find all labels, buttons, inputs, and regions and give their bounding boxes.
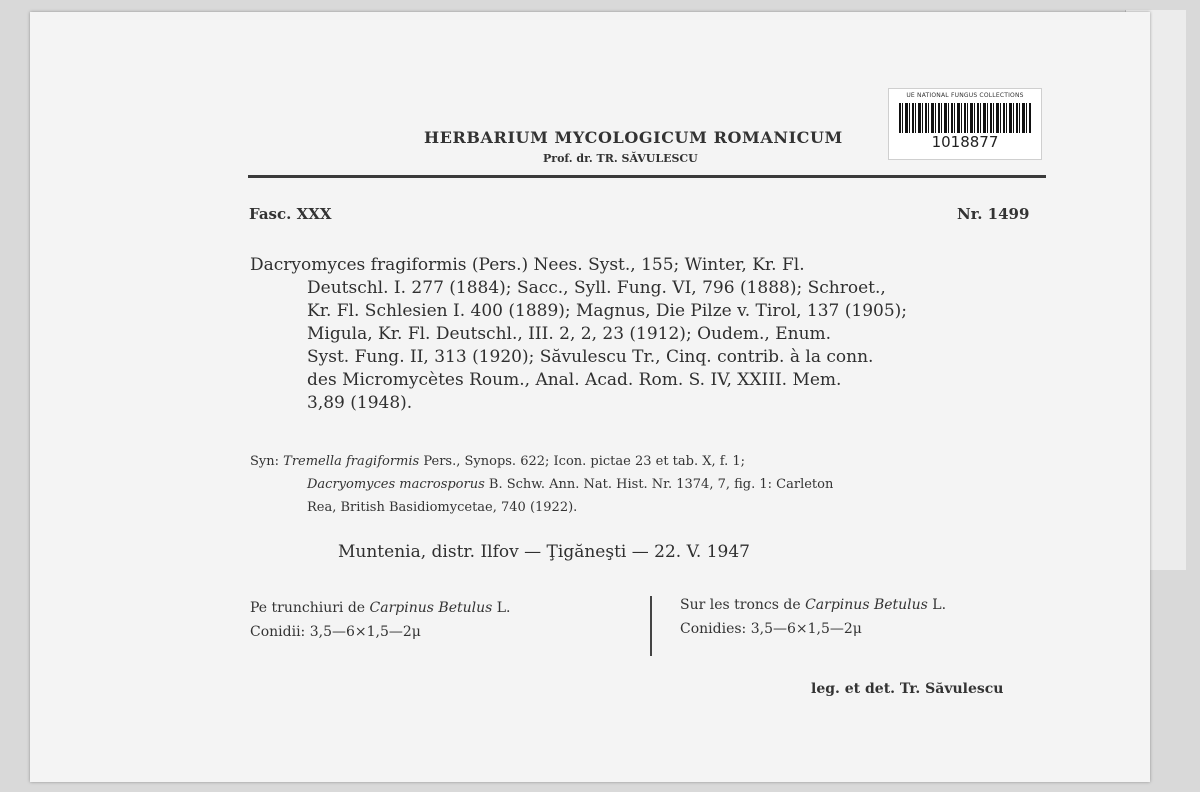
herbarium-title: HERBARIUM MYCOLOGICUM ROMANICUM: [424, 128, 843, 147]
synonyms-block: [250, 450, 1050, 519]
host-line: [250, 596, 511, 620]
host-species: Carpinus Betulus: [369, 600, 493, 616]
host-prefix: Sur les troncs de: [680, 597, 806, 613]
fascicle-label: Fasc. XXX: [249, 205, 332, 223]
main-citation: [250, 254, 1042, 415]
barcode-bars: [899, 103, 1031, 133]
synonym-line: Rea, British Basidiomycetae, 740 (1922).: [307, 500, 578, 515]
host-romanian: [250, 596, 511, 644]
synonym-reference: Pers., Synops. 622; Icon. pictae 23 et tab. X, f. 1;: [419, 454, 746, 469]
host-line: [680, 593, 946, 617]
locality-line: Muntenia, distr. Ilfov — Ţigăneşti — 22. V. 1947: [338, 542, 750, 562]
herbarium-subtitle: Prof. dr. TR. SĂVULESCU: [543, 152, 698, 165]
citation-line: Kr. Fl. Schlesien I. 400 (1889); Magnus, Die Pilze v. Tirol, 137 (1905);: [307, 301, 908, 321]
citation-line: 3,89 (1948).: [307, 393, 413, 413]
citation-line: Dacryomyces fragiformis (Pers.) Nees. Syst., 155; Winter, Kr. Fl.: [250, 255, 805, 275]
collector-line: leg. et det. Tr. Săvulescu: [811, 681, 1004, 697]
host-suffix: L.: [492, 600, 511, 616]
column-divider: [650, 596, 652, 656]
synonym-line: [250, 473, 1050, 496]
barcode-number: 1018877: [931, 133, 999, 151]
synonym-name: Tremella fragiformis: [283, 454, 420, 469]
host-suffix: L.: [927, 597, 947, 613]
citation-line: Syst. Fung. II, 313 (1920); Săvulescu Tr., Cinq. contrib. à la conn.: [307, 347, 874, 367]
barcode-sticker: [888, 88, 1042, 160]
conidia-line: Conidies: 3,5—6×1,5—2μ: [680, 621, 862, 637]
header-rule: [248, 175, 1046, 178]
synonym-name: Dacryomyces macrosporus: [307, 477, 485, 492]
synonym-line: [250, 450, 1050, 473]
synonym-reference: B. Schw. Ann. Nat. Hist. Nr. 1374, 7, fig. 1: Carleton: [484, 477, 834, 492]
host-species: Carpinus Betulus: [805, 597, 928, 613]
host-french: [680, 593, 946, 641]
citation-line: des Micromycètes Roum., Anal. Acad. Rom. S. IV, XXIII. Mem.: [307, 370, 842, 390]
synonym-prefix: Syn:: [250, 454, 280, 469]
host-prefix: Pe trunchiuri de: [250, 600, 370, 616]
specimen-number: Nr. 1499: [957, 205, 1030, 223]
conidia-line: Conidii: 3,5—6×1,5—2μ: [250, 624, 421, 640]
citation-line: Deutschl. I. 277 (1884); Sacc., Syll. Fung. VI, 796 (1888); Schroet.,: [307, 278, 886, 298]
barcode-caption: UE NATIONAL FUNGUS COLLECTIONS: [906, 92, 1024, 99]
citation-line: Migula, Kr. Fl. Deutschl., III. 2, 2, 23 (1912); Oudem., Enum.: [307, 324, 832, 344]
